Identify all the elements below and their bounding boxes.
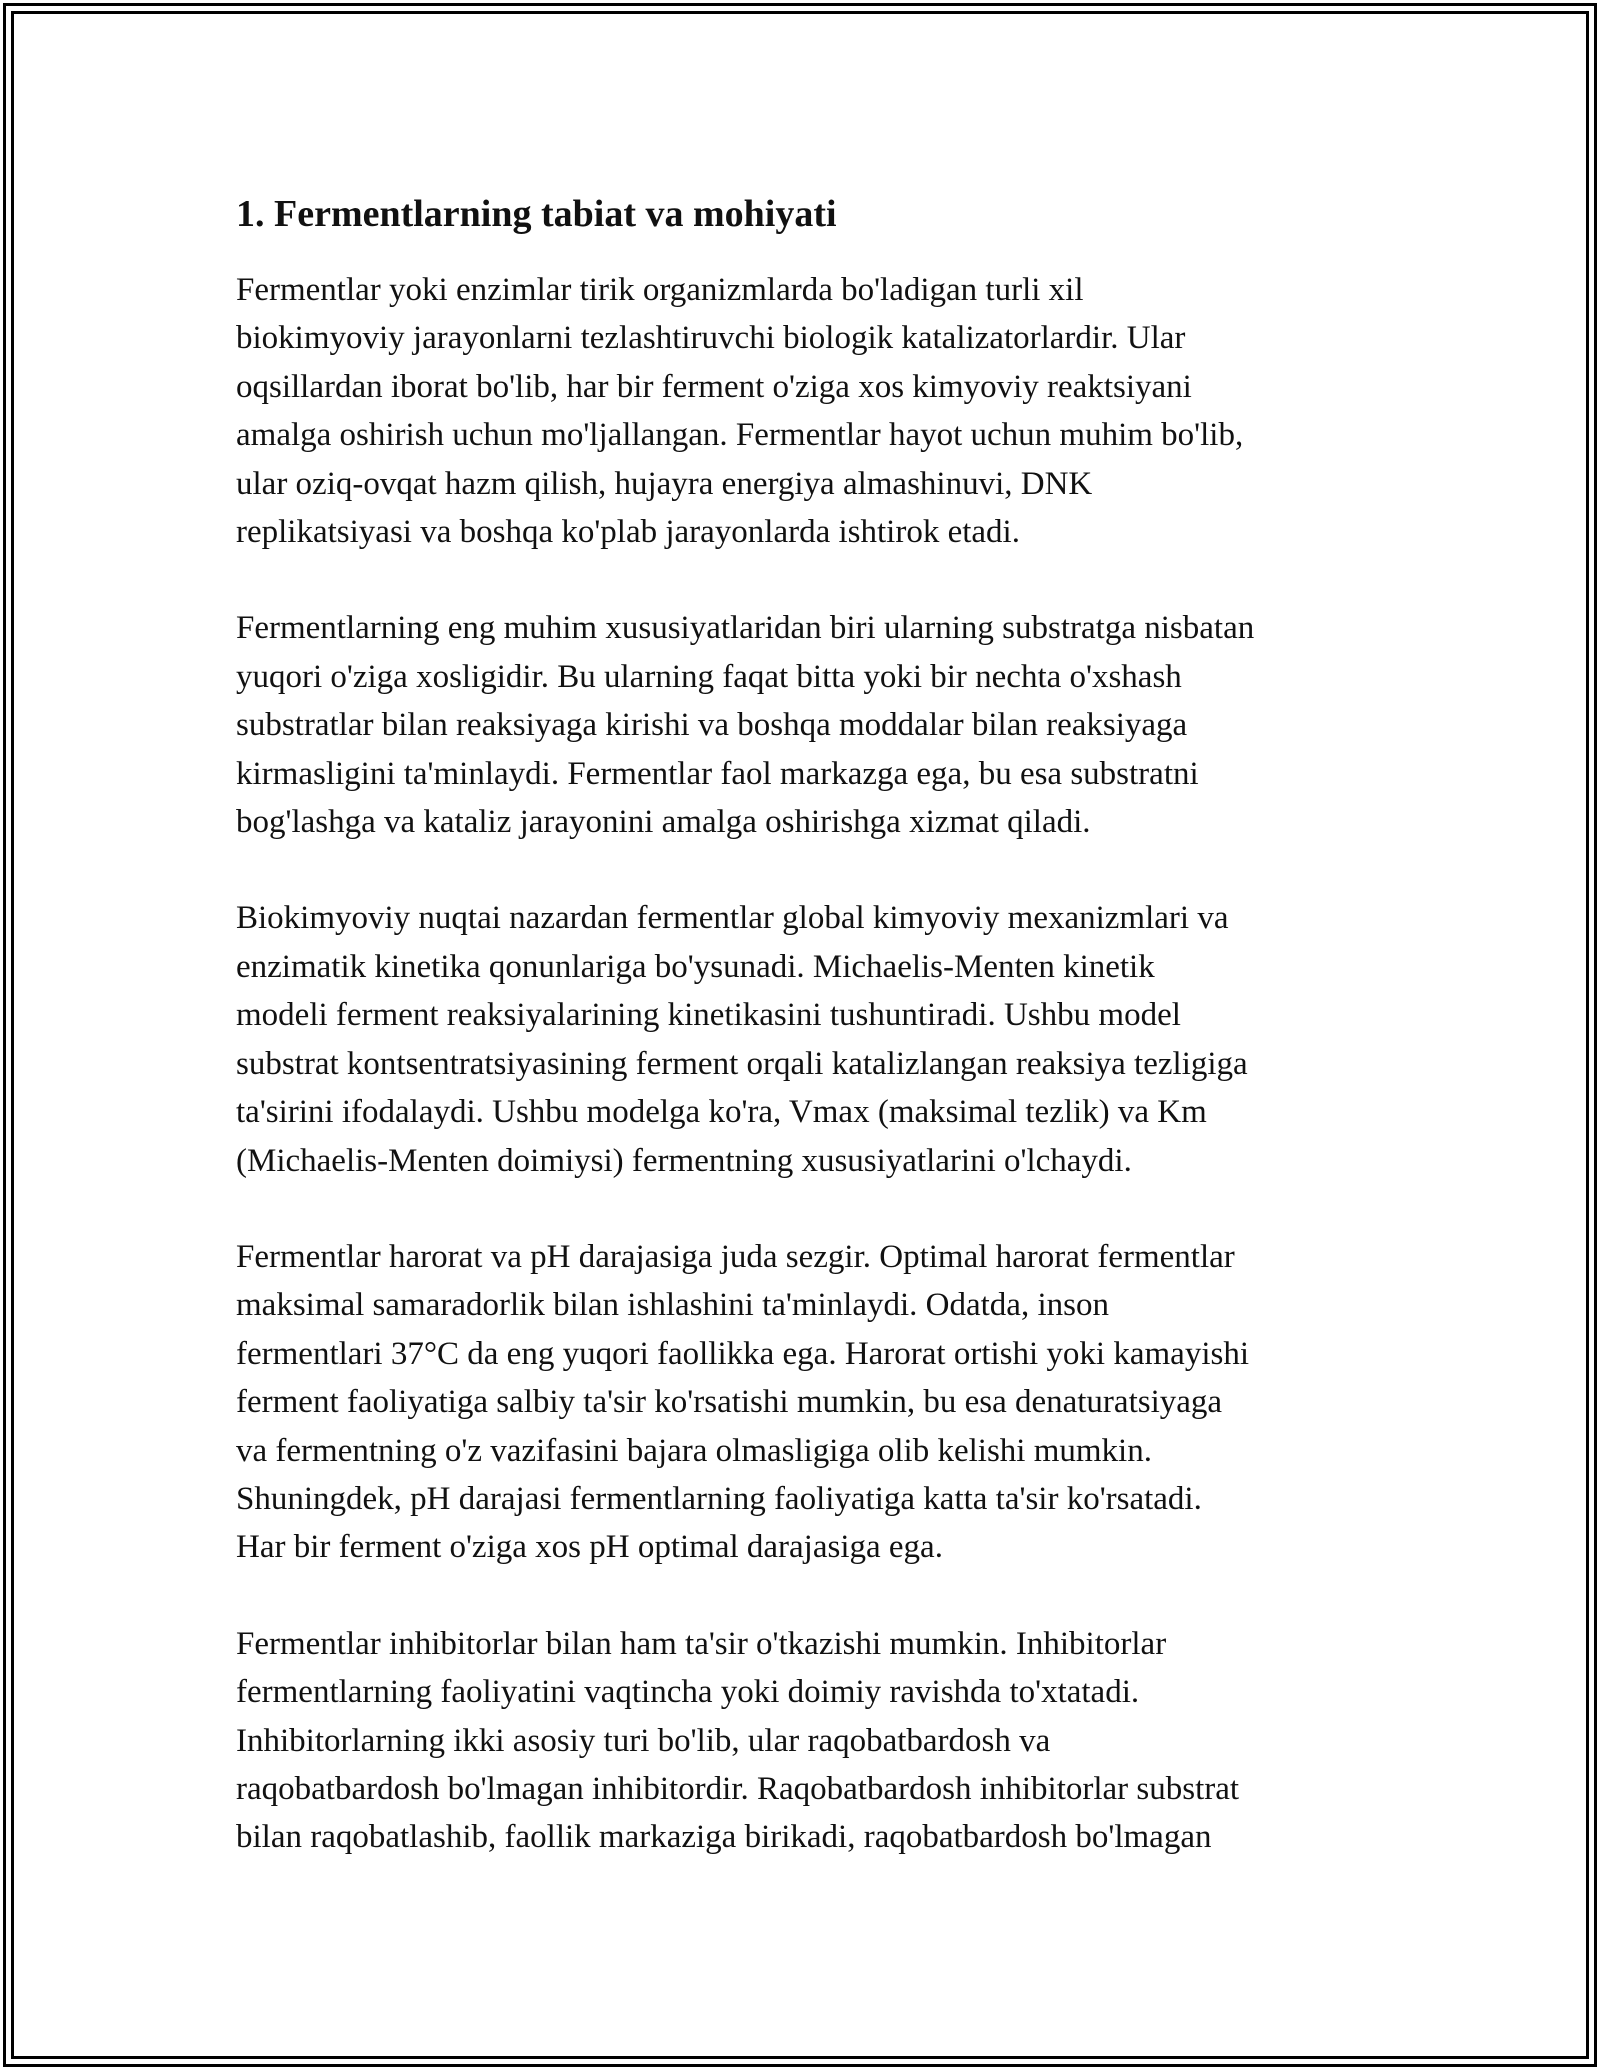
section-heading: 1. Fermentlarning tabiat va mohiyati <box>236 193 837 235</box>
paragraph-line: substratlar bilan reaksiyaga kirishi va boshqa moddalar bilan reaksiyaga <box>236 707 1188 744</box>
paragraph-line: fermentlari 37°C da eng yuqori faollikka ega. Harorat ortishi yoki kamayishi <box>236 1335 1249 1372</box>
paragraph-line: Inhibitorlarning ikki asosiy turi bo'lib, ular raqobatbardosh va <box>236 1722 1051 1759</box>
paragraph-line: ular oziq-ovqat hazm qilish, hujayra energiya almashinuvi, DNK <box>236 465 1093 502</box>
paragraph-line: substrat kontsentratsiyasining ferment orqali katalizlangan reaksiya tezligiga <box>236 1045 1248 1082</box>
paragraph-2 <box>236 604 1376 846</box>
paragraph-5 <box>236 1620 1376 1862</box>
paragraph-3 <box>236 894 1376 1184</box>
paragraph-line: Fermentlar yoki enzimlar tirik organizmlarda bo'ladigan turli xil <box>236 272 1084 308</box>
paragraph-4 <box>236 1233 1376 1572</box>
paragraph-line: Har bir ferment o'ziga xos pH optimal darajasiga ega. <box>236 1529 943 1566</box>
paragraph-line: fermentlarning faoliyatini vaqtincha yoki doimiy ravishda to'xtatadi. <box>236 1674 1140 1711</box>
paragraph-line: Fermentlar harorat va pH darajasiga juda sezgir. Optimal harorat fermentlar <box>236 1238 1235 1275</box>
paragraph-line: yuqori o'ziga xosligidir. Bu ularning faqat bitta yoki bir nechta o'xshash <box>236 658 1182 695</box>
paragraph-line: oqsillardan iborat bo'lib, har bir ferment o'ziga xos kimyoviy reaktsiyani <box>236 368 1192 405</box>
paragraph-line: va fermentning o'z vazifasini bajara olmasligiga olib kelishi mumkin. <box>236 1432 1152 1469</box>
paragraph-line: amalga oshirish uchun mo'ljallangan. Fermentlar hayot uchun muhim bo'lib, <box>236 417 1244 454</box>
paragraph-line: ferment faoliyatiga salbiy ta'sir ko'rsatishi mumkin, bu esa denaturatsiyaga <box>236 1384 1223 1421</box>
paragraph-line: replikatsiyasi va boshqa ko'plab jarayonlarda ishtirok etadi. <box>236 514 1020 551</box>
paragraph-line: (Michaelis-Menten doimiysi) fermentning xususiyatlarini o'lchaydi. <box>236 1142 1132 1179</box>
paragraph-line: maksimal samaradorlik bilan ishlashini ta'minlaydi. Odatda, inson <box>236 1287 1109 1324</box>
paragraph-line: modeli ferment reaksiyalarining kinetikasini tushuntiradi. Ushbu model <box>236 997 1181 1034</box>
paragraph-line: raqobatbardosh bo'lmagan inhibitordir. Raqobatbardosh inhibitorlar substrat <box>236 1770 1240 1807</box>
paragraph-line: Fermentlarning eng muhim xususiyatlaridan biri ularning substratga nisbatan <box>236 610 1255 647</box>
paragraph-line: enzimatik kinetika qonunlariga bo'ysunadi. Michaelis-Menten kinetik <box>236 948 1155 985</box>
paragraph-1 <box>236 266 1376 556</box>
paragraph-line: kirmasligini ta'minlaydi. Fermentlar faol markazga ega, bu esa substratni <box>236 755 1199 792</box>
paragraph-line: Shuningdek, pH darajasi fermentlarning faoliyatiga katta ta'sir ko'rsatadi. <box>236 1480 1202 1517</box>
paragraph-line: Fermentlar inhibitorlar bilan ham ta'sir o'tkazishi mumkin. Inhibitorlar <box>236 1625 1167 1662</box>
paragraph-line: Biokimyoviy nuqtai nazardan fermentlar global kimyoviy mexanizmlari va <box>236 900 1229 937</box>
document-content <box>236 188 1376 1910</box>
paragraph-line: bilan raqobatlashib, faollik markaziga birikadi, raqobatbardosh bo'lmagan <box>236 1819 1212 1856</box>
paragraph-line: bog'lashga va kataliz jarayonini amalga oshirishga xizmat qiladi. <box>236 804 1091 841</box>
paragraph-line: biokimyoviy jarayonlarni tezlashtiruvchi biologik katalizatorlardir. Ular <box>236 320 1186 357</box>
paragraph-line: ta'sirini ifodalaydi. Ushbu modelga ko'ra, Vmax (maksimal tezlik) va Km <box>236 1094 1207 1131</box>
